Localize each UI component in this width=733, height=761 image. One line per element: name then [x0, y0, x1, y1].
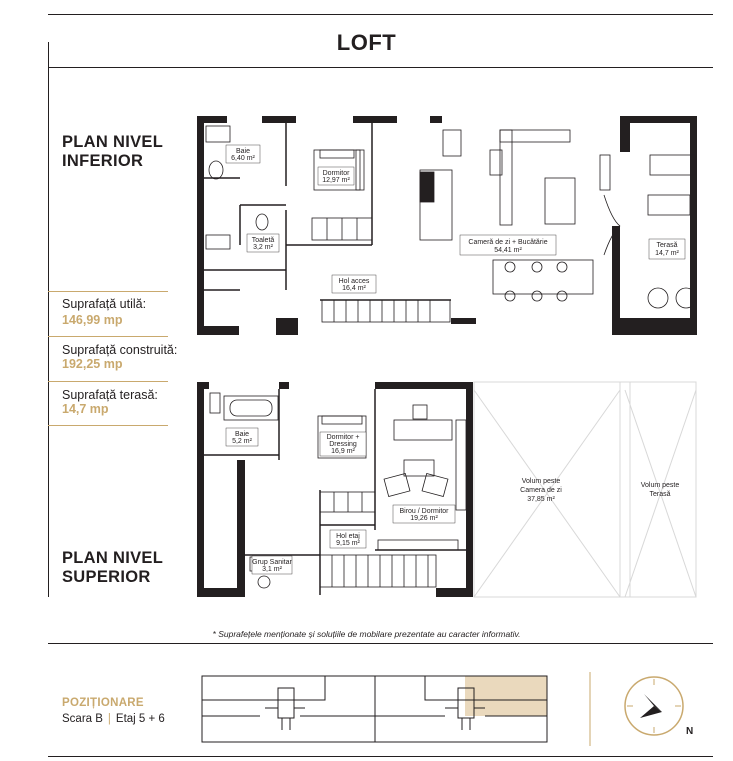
void-terasa-line2: Terasă: [649, 491, 671, 498]
plan-lower-label-line1: PLAN NIVEL: [62, 133, 164, 151]
terrace-area-value: 14,7 mp: [62, 402, 109, 416]
upper-walls: [197, 382, 473, 597]
plan-upper-label-line1: PLAN NIVEL: [62, 549, 164, 567]
lower-walls: [197, 116, 697, 335]
highlighted-unit: [465, 676, 547, 716]
positioning-key-plan: [202, 676, 547, 742]
room-grup-sanitar-name: Grup Sanitar: [252, 559, 292, 566]
page-title: LOFT: [336, 30, 397, 55]
stair-label: Scara B: [62, 713, 103, 725]
room-dormitor-dressing-name2: Dressing: [329, 441, 357, 448]
plan-lower-label-line2: INFERIOR: [62, 152, 144, 170]
built-area-value: 192,25 mp: [62, 357, 123, 371]
void-camera-line2: Camera de zi: [520, 487, 562, 494]
positioning-separator: |: [107, 713, 111, 725]
positioning-detail: [62, 713, 165, 725]
room-camera-zi-name: Cameră de zi + Bucătărie: [468, 239, 548, 246]
upper-void-lines: [474, 382, 696, 597]
terrace-area-label: Suprafață terasă:: [62, 388, 158, 402]
upper-floor-plan: [197, 382, 696, 597]
useful-area-label: Suprafață utilă:: [62, 297, 147, 311]
positioning-title: POZIȚIONARE: [62, 697, 144, 709]
compass-north-label: N: [686, 726, 694, 737]
useful-area-value: 146,99 mp: [62, 313, 123, 327]
built-area-label: Suprafață construită:: [62, 343, 178, 357]
room-birou-name: Birou / Dormitor: [399, 508, 449, 515]
room-hol-etaj-area: 9,15 m²: [336, 540, 360, 547]
room-terasa-name: Terasă: [656, 242, 678, 249]
room-terasa-area: 14,7 m²: [655, 250, 679, 257]
lower-furniture: [206, 126, 696, 322]
floor-label: Etaj 5 + 6: [115, 713, 165, 725]
room-baie-upper-name: Baie: [234, 431, 250, 438]
footnote: * Suprafețele menționate și soluțiile de mobilare prezentate au caracter informativ.: [212, 629, 521, 639]
room-baie-upper-area: 5,2 m²: [232, 438, 252, 445]
room-grup-sanitar-area: 3,1 m²: [262, 566, 282, 573]
void-terasa-line1: Volum peste: [640, 482, 680, 489]
room-hol-etaj-name: Hol etaj: [336, 533, 360, 540]
room-birou-area: 19,26 m²: [410, 515, 438, 522]
room-dormitor-lower-area: 12,97 m²: [322, 177, 350, 184]
room-toaleta-name: Toaletă: [251, 237, 275, 244]
compass-icon: [625, 677, 683, 735]
room-hol-acces-name: Hol acces: [338, 278, 370, 285]
room-hol-acces-area: 16,4 m²: [342, 285, 366, 292]
plan-upper-label-line2: SUPERIOR: [62, 568, 151, 586]
room-toaleta-area: 3,2 m²: [253, 244, 273, 251]
room-camera-zi-area: 54,41 m²: [494, 247, 522, 254]
room-baie-lower-area: 6,40 m²: [231, 155, 255, 162]
void-camera-line1: Volum peste: [521, 478, 561, 485]
room-dormitor-dressing-name: Dormitor +: [326, 434, 360, 441]
room-dormitor-lower-name: Dormitor: [322, 170, 350, 177]
void-camera-area: 37,85 m²: [527, 496, 555, 503]
upper-furniture: [210, 393, 466, 588]
lower-floor-plan: [197, 116, 697, 335]
room-baie-lower-name: Baie: [235, 148, 251, 155]
room-dormitor-dressing-area: 16,9 m²: [331, 448, 355, 455]
